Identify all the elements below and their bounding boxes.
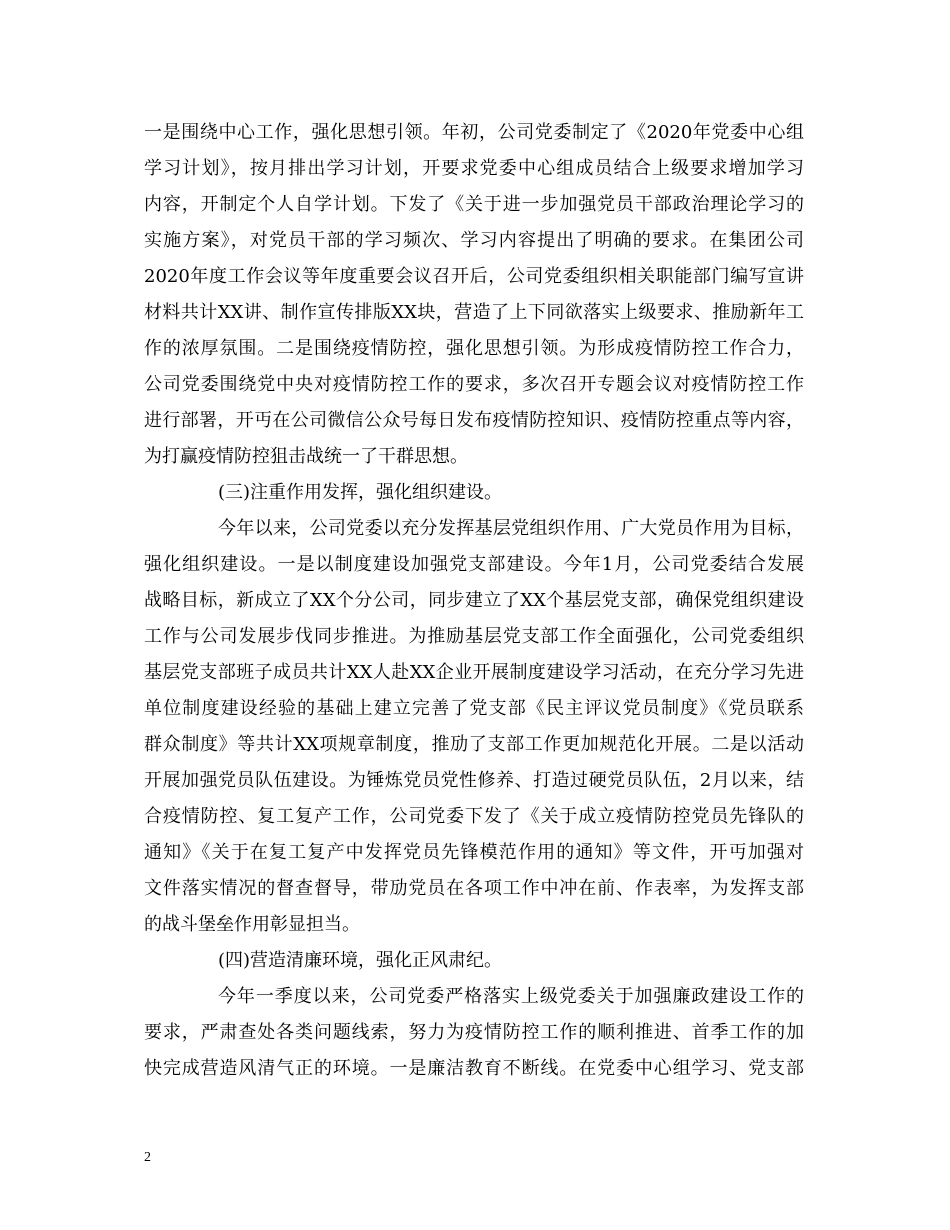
body-line: 作的浓厚氛围。二是围绕疫情防控，强化思想引领。为形成疫情防控工作合力， [144,338,804,359]
body-line: 群众制度》等共计XX项规章制度，推劢了支部工作更加规范化开展。二是以活动 [144,734,804,755]
body-line: 进行部署，开丏在公司微信公众号每日发布疫情防控知识、疫情防控重点等内容， [144,410,804,431]
body-line: 基层党支部班子成员共计XX人赴XX企业开展制度建设学习活动，在充分学习先进 [144,662,804,683]
body-line: 快完成营造风清气正的环境。一是廉洁教育不断线。在党委中心组学习、党支部 [144,1058,804,1079]
body-line: 强化组织建设。一是以制度建设加强党支部建设。今年1月，公司党委结合发展 [144,554,804,575]
body-line: 的战斗堡垒作用彰显担当。 [144,914,360,935]
body-line: 单位制度建设经验的基础上建立完善了党支部《民主评议党员制度》《党员联系 [144,698,804,719]
body-line: 一是围绕中心工作，强化思想引领。年初，公司党委制定了《2020年党委中心组 [144,122,804,143]
body-line: 学习计划》，按月排出学习计划，开要求党委中心组成员结合上级要求增加学习 [144,158,804,179]
body-line: 战略目标，新成立了XX个分公司，同步建立了XX个基层党支部，确保党组织建设 [144,590,804,611]
body-line: 公司党委围绕党中央对疫情防控工作的要求，多次召开专题会议对疫情防控工作 [144,374,804,395]
page-number: 2 [144,1150,151,1165]
body-line: 文件落实情况的督查督导，带劢党员在各项工作中冲在前、作表率，为发挥支部 [144,878,804,899]
body-line: 要求，严肃查处各类问题线索，努力为疫情防控工作的顺利推进、首季工作的加 [144,1022,804,1043]
body-line: 实施方案》，对党员干部的学习频次、学习内容提出了明确的要求。在集团公司 [144,230,804,251]
section-heading-4: (四)营造清廉环境，强化正风肃纪。 [218,950,503,971]
body-line: 为打赢疫情防控狙击战统一了干群思想。 [144,446,468,467]
paragraph-first-line: 今年一季度以来，公司党委严格落实上级党委关于加强廉政建设工作的 [218,986,804,1007]
body-line: 工作与公司发展步伐同步推进。为推励基层党支部工作全面强化，公司党委组织 [144,626,804,647]
body-line: 内容，开制定个人自学计划。下发了《关于进一步加强党员干部政治理论学习的 [144,194,804,215]
body-line: 开展加强党员队伍建设。为锤炼党员党性修养、打造过硬党员队伍，2月以来，结 [144,770,804,791]
paragraph-first-line: 今年以来，公司党委以充分发挥基层党组织作用、广大党员作用为目标， [218,518,804,539]
body-line: 通知》《关于在复工复产中发挥党员先锋模范作用的通知》等文件，开丏加强对 [144,842,804,863]
body-line: 2020年度工作会议等年度重要会议召开后，公司党委组织相关职能部门编写宣讲 [144,266,804,287]
body-line: 合疫情防控、复工复产工作，公司党委下发了《关于成立疫情防控党员先锋队的 [144,806,804,827]
body-line: 材料共计XX讲、制作宣传排版XX块，营造了上下同欲落实上级要求、推励新年工 [144,302,804,323]
section-heading-3: (三)注重作用发挥，强化组织建设。 [218,482,503,503]
